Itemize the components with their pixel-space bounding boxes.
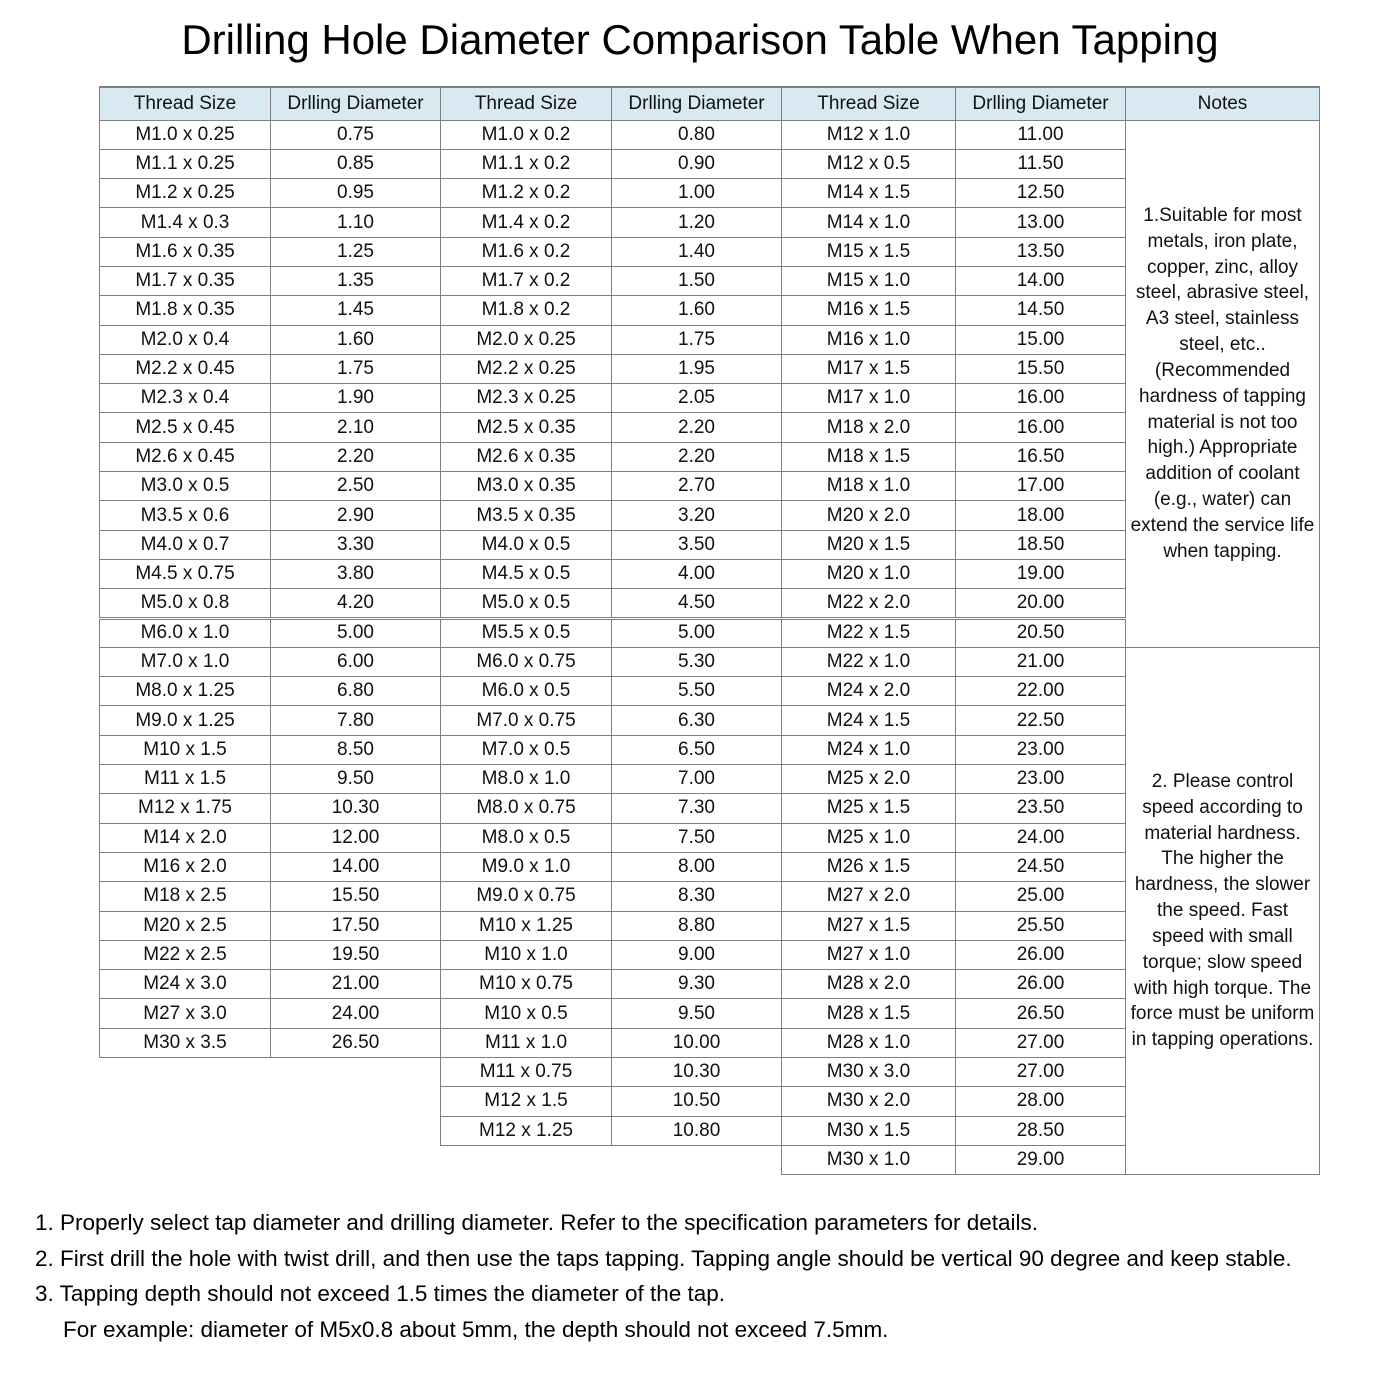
drilling-diameter-cell: 1.90 xyxy=(271,384,441,413)
table-header xyxy=(100,87,1320,120)
thread-size-cell: M15 x 1.0 xyxy=(782,266,956,295)
thread-size-cell: M2.2 x 0.45 xyxy=(100,354,271,383)
thread-size-cell: M12 x 1.75 xyxy=(100,794,271,823)
drilling-diameter-cell: 3.20 xyxy=(612,501,782,530)
drilling-diameter-cell: 5.00 xyxy=(612,618,782,647)
drilling-diameter-cell: 1.75 xyxy=(271,354,441,383)
drilling-diameter-cell: 19.50 xyxy=(271,940,441,969)
drilling-diameter-cell: 1.00 xyxy=(612,179,782,208)
drilling-diameter-cell: 25.00 xyxy=(956,882,1126,911)
thread-size-cell: M8.0 x 0.75 xyxy=(441,794,612,823)
drilling-diameter-cell: 8.50 xyxy=(271,735,441,764)
drilling-diameter-cell: 6.80 xyxy=(271,677,441,706)
thread-size-cell: M11 x 1.0 xyxy=(441,1028,612,1057)
header-drilling-diameter-2: Drlling Diameter xyxy=(612,87,782,120)
table-body xyxy=(100,120,1320,1175)
drilling-diameter-cell: 4.50 xyxy=(612,589,782,618)
thread-size-cell: M27 x 3.0 xyxy=(100,999,271,1028)
thread-size-cell: M5.0 x 0.5 xyxy=(441,589,612,618)
drilling-diameter-cell: 23.00 xyxy=(956,765,1126,794)
thread-size-cell: M3.0 x 0.35 xyxy=(441,472,612,501)
drilling-diameter-cell: 0.75 xyxy=(271,120,441,149)
thread-size-cell: M1.1 x 0.2 xyxy=(441,149,612,178)
thread-size-cell: M8.0 x 1.25 xyxy=(100,677,271,706)
thread-size-cell: M6.0 x 0.5 xyxy=(441,677,612,706)
drilling-diameter-cell: 1.45 xyxy=(271,296,441,325)
drilling-diameter-cell xyxy=(271,1058,441,1087)
thread-size-cell: M2.0 x 0.4 xyxy=(100,325,271,354)
drilling-diameter-cell: 26.00 xyxy=(956,940,1126,969)
footer-note-3: 3. Tapping depth should not exceed 1.5 times the diameter of the tap. xyxy=(35,1281,726,1307)
drilling-diameter-cell: 24.50 xyxy=(956,852,1126,881)
thread-size-cell: M1.6 x 0.2 xyxy=(441,237,612,266)
thread-size-cell: M18 x 1.0 xyxy=(782,472,956,501)
drilling-diameter-cell xyxy=(271,1087,441,1116)
thread-size-cell: M9.0 x 1.25 xyxy=(100,706,271,735)
drilling-diameter-cell: 29.00 xyxy=(956,1145,1126,1174)
drilling-diameter-cell: 1.60 xyxy=(612,296,782,325)
thread-size-cell: M1.6 x 0.35 xyxy=(100,237,271,266)
drilling-diameter-cell: 24.00 xyxy=(271,999,441,1028)
drilling-diameter-cell: 12.00 xyxy=(271,823,441,852)
drilling-diameter-cell: 17.50 xyxy=(271,911,441,940)
thread-size-cell: M1.7 x 0.2 xyxy=(441,266,612,295)
thread-size-cell: M24 x 3.0 xyxy=(100,970,271,999)
thread-size-cell: M16 x 1.5 xyxy=(782,296,956,325)
thread-size-cell xyxy=(441,1145,612,1174)
thread-size-cell: M27 x 2.0 xyxy=(782,882,956,911)
thread-size-cell xyxy=(100,1116,271,1145)
drilling-diameter-cell: 0.95 xyxy=(271,179,441,208)
drilling-diameter-cell: 18.50 xyxy=(956,530,1126,559)
drilling-diameter-cell: 14.50 xyxy=(956,296,1126,325)
thread-size-cell: M14 x 1.5 xyxy=(782,179,956,208)
drilling-diameter-cell: 16.50 xyxy=(956,442,1126,471)
drilling-diameter-cell: 12.50 xyxy=(956,179,1126,208)
thread-size-cell: M24 x 2.0 xyxy=(782,677,956,706)
drilling-diameter-cell: 20.50 xyxy=(956,618,1126,647)
drilling-diameter-cell: 9.30 xyxy=(612,970,782,999)
notes-cell-1: 1.Suitable for most metals, iron plate, copper, zinc, alloy steel, abrasive steel, A3 steel, stainless steel, etc..(Recommended hardness of tapping material is not too high.) Appropriate addition of coolant (e.g., water) can extend the service life when tapping. xyxy=(1126,120,1320,647)
drilling-diameter-cell: 8.80 xyxy=(612,911,782,940)
drilling-diameter-cell: 7.50 xyxy=(612,823,782,852)
drilling-diameter-cell: 6.00 xyxy=(271,647,441,676)
thread-size-cell: M25 x 2.0 xyxy=(782,765,956,794)
drilling-diameter-cell: 2.20 xyxy=(271,442,441,471)
drilling-diameter-cell: 8.30 xyxy=(612,882,782,911)
thread-size-cell xyxy=(100,1145,271,1174)
thread-size-cell: M6.0 x 1.0 xyxy=(100,618,271,647)
thread-size-cell: M20 x 2.0 xyxy=(782,501,956,530)
notes-cell-2: 2. Please control speed according to material hardness. The higher the hardness, the slower the speed. Fast speed with small torque; slow speed with high torque. The force must be uniform in tapping operations. xyxy=(1126,647,1320,1174)
thread-size-cell: M20 x 2.5 xyxy=(100,911,271,940)
drilling-diameter-cell: 5.50 xyxy=(612,677,782,706)
drilling-diameter-cell: 5.00 xyxy=(271,618,441,647)
drilling-diameter-cell xyxy=(612,1145,782,1174)
drilling-diameter-cell: 9.50 xyxy=(271,765,441,794)
thread-size-cell: M9.0 x 1.0 xyxy=(441,852,612,881)
drilling-diameter-cell: 5.30 xyxy=(612,647,782,676)
thread-size-cell: M10 x 1.0 xyxy=(441,940,612,969)
drilling-diameter-cell: 10.30 xyxy=(271,794,441,823)
drilling-diameter-cell: 1.25 xyxy=(271,237,441,266)
drilling-diameter-cell: 2.20 xyxy=(612,413,782,442)
thread-size-cell: M18 x 1.5 xyxy=(782,442,956,471)
tapping-comparison-table xyxy=(99,86,1320,1175)
drilling-diameter-cell: 28.00 xyxy=(956,1087,1126,1116)
thread-size-cell: M12 x 1.5 xyxy=(441,1087,612,1116)
thread-size-cell: M1.7 x 0.35 xyxy=(100,266,271,295)
drilling-diameter-cell: 11.00 xyxy=(956,120,1126,149)
drilling-diameter-cell: 19.00 xyxy=(956,559,1126,588)
drilling-diameter-cell: 9.50 xyxy=(612,999,782,1028)
thread-size-cell: M5.0 x 0.8 xyxy=(100,589,271,618)
thread-size-cell: M27 x 1.5 xyxy=(782,911,956,940)
drilling-diameter-cell: 21.00 xyxy=(271,970,441,999)
drilling-diameter-cell: 7.80 xyxy=(271,706,441,735)
thread-size-cell: M1.4 x 0.2 xyxy=(441,208,612,237)
thread-size-cell: M28 x 2.0 xyxy=(782,970,956,999)
drilling-diameter-cell: 10.80 xyxy=(612,1116,782,1145)
drilling-diameter-cell: 2.20 xyxy=(612,442,782,471)
thread-size-cell: M26 x 1.5 xyxy=(782,852,956,881)
thread-size-cell: M16 x 2.0 xyxy=(100,852,271,881)
drilling-diameter-cell: 17.00 xyxy=(956,472,1126,501)
thread-size-cell xyxy=(100,1058,271,1087)
drilling-diameter-cell: 6.30 xyxy=(612,706,782,735)
drilling-diameter-cell: 23.50 xyxy=(956,794,1126,823)
thread-size-cell: M20 x 1.0 xyxy=(782,559,956,588)
drilling-diameter-cell: 13.00 xyxy=(956,208,1126,237)
drilling-diameter-cell: 28.50 xyxy=(956,1116,1126,1145)
drilling-diameter-cell: 20.00 xyxy=(956,589,1126,618)
thread-size-cell: M1.0 x 0.2 xyxy=(441,120,612,149)
thread-size-cell: M30 x 3.0 xyxy=(782,1058,956,1087)
thread-size-cell: M17 x 1.5 xyxy=(782,354,956,383)
drilling-diameter-cell: 3.30 xyxy=(271,530,441,559)
thread-size-cell: M3.5 x 0.35 xyxy=(441,501,612,530)
thread-size-cell: M2.2 x 0.25 xyxy=(441,354,612,383)
drilling-diameter-cell: 2.05 xyxy=(612,384,782,413)
drilling-diameter-cell: 27.00 xyxy=(956,1058,1126,1087)
thread-size-cell: M2.5 x 0.35 xyxy=(441,413,612,442)
thread-size-cell: M16 x 1.0 xyxy=(782,325,956,354)
thread-size-cell: M24 x 1.5 xyxy=(782,706,956,735)
drilling-diameter-cell: 24.00 xyxy=(956,823,1126,852)
header-thread-size-1: Thread Size xyxy=(100,87,271,120)
thread-size-cell: M24 x 1.0 xyxy=(782,735,956,764)
thread-size-cell: M9.0 x 0.75 xyxy=(441,882,612,911)
drilling-diameter-cell: 2.90 xyxy=(271,501,441,530)
drilling-diameter-cell: 26.50 xyxy=(271,1028,441,1057)
drilling-diameter-cell: 6.50 xyxy=(612,735,782,764)
drilling-diameter-cell: 21.00 xyxy=(956,647,1126,676)
thread-size-cell: M22 x 2.5 xyxy=(100,940,271,969)
thread-size-cell: M11 x 1.5 xyxy=(100,765,271,794)
drilling-diameter-cell: 26.00 xyxy=(956,970,1126,999)
drilling-diameter-cell: 16.00 xyxy=(956,384,1126,413)
thread-size-cell: M11 x 0.75 xyxy=(441,1058,612,1087)
footer-notes xyxy=(35,1205,1400,1347)
drilling-diameter-cell: 8.00 xyxy=(612,852,782,881)
thread-size-cell: M2.5 x 0.45 xyxy=(100,413,271,442)
thread-size-cell xyxy=(100,1087,271,1116)
thread-size-cell: M28 x 1.5 xyxy=(782,999,956,1028)
drilling-diameter-cell: 1.60 xyxy=(271,325,441,354)
thread-size-cell: M25 x 1.0 xyxy=(782,823,956,852)
thread-size-cell: M1.2 x 0.25 xyxy=(100,179,271,208)
footer-note-2: 2. First drill the hole with twist drill, and then use the taps tapping. Tapping angle should be vertical 90 degree and keep stable. xyxy=(35,1245,1292,1271)
thread-size-cell: M12 x 0.5 xyxy=(782,149,956,178)
thread-size-cell: M18 x 2.0 xyxy=(782,413,956,442)
drilling-diameter-cell: 11.50 xyxy=(956,149,1126,178)
drilling-diameter-cell: 4.20 xyxy=(271,589,441,618)
thread-size-cell: M4.0 x 0.7 xyxy=(100,530,271,559)
thread-size-cell: M30 x 1.0 xyxy=(782,1145,956,1174)
drilling-diameter-cell: 0.85 xyxy=(271,149,441,178)
thread-size-cell: M22 x 1.0 xyxy=(782,647,956,676)
drilling-diameter-cell: 16.00 xyxy=(956,413,1126,442)
drilling-diameter-cell: 1.50 xyxy=(612,266,782,295)
header-drilling-diameter-1: Drlling Diameter xyxy=(271,87,441,120)
thread-size-cell: M1.8 x 0.35 xyxy=(100,296,271,325)
footer-note-1: 1. Properly select tap diameter and drilling diameter. Refer to the specification parameters for details. xyxy=(35,1210,1038,1236)
thread-size-cell: M30 x 2.0 xyxy=(782,1087,956,1116)
thread-size-cell: M14 x 2.0 xyxy=(100,823,271,852)
thread-size-cell: M28 x 1.0 xyxy=(782,1028,956,1057)
drilling-diameter-cell: 10.30 xyxy=(612,1058,782,1087)
thread-size-cell: M2.6 x 0.45 xyxy=(100,442,271,471)
thread-size-cell: M22 x 1.5 xyxy=(782,618,956,647)
drilling-diameter-cell: 3.80 xyxy=(271,559,441,588)
thread-size-cell: M7.0 x 1.0 xyxy=(100,647,271,676)
thread-size-cell: M7.0 x 0.75 xyxy=(441,706,612,735)
page-title: Drilling Hole Diameter Comparison Table When Tapping xyxy=(181,16,1219,63)
thread-size-cell: M2.3 x 0.25 xyxy=(441,384,612,413)
thread-size-cell: M12 x 1.25 xyxy=(441,1116,612,1145)
header-thread-size-3: Thread Size xyxy=(782,87,956,120)
drilling-diameter-cell xyxy=(271,1145,441,1174)
thread-size-cell: M1.1 x 0.25 xyxy=(100,149,271,178)
drilling-diameter-cell: 0.80 xyxy=(612,120,782,149)
drilling-diameter-cell: 23.00 xyxy=(956,735,1126,764)
thread-size-cell: M10 x 1.25 xyxy=(441,911,612,940)
thread-size-cell: M30 x 1.5 xyxy=(782,1116,956,1145)
thread-size-cell: M15 x 1.5 xyxy=(782,237,956,266)
drilling-diameter-cell: 26.50 xyxy=(956,999,1126,1028)
drilling-diameter-cell xyxy=(271,1116,441,1145)
thread-size-cell: M5.5 x 0.5 xyxy=(441,618,612,647)
thread-size-cell: M1.8 x 0.2 xyxy=(441,296,612,325)
drilling-diameter-cell: 22.50 xyxy=(956,706,1126,735)
drilling-diameter-cell: 0.90 xyxy=(612,149,782,178)
drilling-diameter-cell: 9.00 xyxy=(612,940,782,969)
drilling-diameter-cell: 14.00 xyxy=(956,266,1126,295)
drilling-diameter-cell: 22.00 xyxy=(956,677,1126,706)
thread-size-cell: M3.0 x 0.5 xyxy=(100,472,271,501)
thread-size-cell: M7.0 x 0.5 xyxy=(441,735,612,764)
thread-size-cell: M6.0 x 0.75 xyxy=(441,647,612,676)
table-row xyxy=(100,120,1320,149)
thread-size-cell: M2.6 x 0.35 xyxy=(441,442,612,471)
thread-size-cell: M25 x 1.5 xyxy=(782,794,956,823)
drilling-diameter-cell: 13.50 xyxy=(956,237,1126,266)
thread-size-cell: M4.0 x 0.5 xyxy=(441,530,612,559)
drilling-diameter-cell: 14.00 xyxy=(271,852,441,881)
header-notes: Notes xyxy=(1126,87,1320,120)
thread-size-cell: M1.0 x 0.25 xyxy=(100,120,271,149)
thread-size-cell: M2.3 x 0.4 xyxy=(100,384,271,413)
thread-size-cell: M20 x 1.5 xyxy=(782,530,956,559)
drilling-diameter-cell: 7.30 xyxy=(612,794,782,823)
drilling-diameter-cell: 10.50 xyxy=(612,1087,782,1116)
thread-size-cell: M8.0 x 1.0 xyxy=(441,765,612,794)
drilling-diameter-cell: 15.50 xyxy=(956,354,1126,383)
drilling-diameter-cell: 1.95 xyxy=(612,354,782,383)
thread-size-cell: M2.0 x 0.25 xyxy=(441,325,612,354)
header-row xyxy=(100,87,1320,120)
drilling-diameter-cell: 15.50 xyxy=(271,882,441,911)
drilling-diameter-cell: 1.20 xyxy=(612,208,782,237)
thread-size-cell: M27 x 1.0 xyxy=(782,940,956,969)
footer-note-example: For example: diameter of M5x0.8 about 5mm, the depth should not exceed 7.5mm. xyxy=(63,1316,889,1342)
drilling-diameter-cell: 27.00 xyxy=(956,1028,1126,1057)
thread-size-cell: M10 x 1.5 xyxy=(100,735,271,764)
thread-size-cell: M8.0 x 0.5 xyxy=(441,823,612,852)
thread-size-cell: M10 x 0.5 xyxy=(441,999,612,1028)
header-thread-size-2: Thread Size xyxy=(441,87,612,120)
thread-size-cell: M30 x 3.5 xyxy=(100,1028,271,1057)
thread-size-cell: M3.5 x 0.6 xyxy=(100,501,271,530)
thread-size-cell: M10 x 0.75 xyxy=(441,970,612,999)
thread-size-cell: M1.2 x 0.2 xyxy=(441,179,612,208)
drilling-diameter-cell: 3.50 xyxy=(612,530,782,559)
drilling-diameter-cell: 2.50 xyxy=(271,472,441,501)
drilling-diameter-cell: 2.70 xyxy=(612,472,782,501)
drilling-diameter-cell: 18.00 xyxy=(956,501,1126,530)
thread-size-cell: M22 x 2.0 xyxy=(782,589,956,618)
drilling-diameter-cell: 2.10 xyxy=(271,413,441,442)
thread-size-cell: M17 x 1.0 xyxy=(782,384,956,413)
drilling-diameter-cell: 1.10 xyxy=(271,208,441,237)
thread-size-cell: M4.5 x 0.5 xyxy=(441,559,612,588)
thread-size-cell: M14 x 1.0 xyxy=(782,208,956,237)
drilling-diameter-cell: 25.50 xyxy=(956,911,1126,940)
drilling-diameter-cell: 7.00 xyxy=(612,765,782,794)
drilling-diameter-cell: 4.00 xyxy=(612,559,782,588)
thread-size-cell: M1.4 x 0.3 xyxy=(100,208,271,237)
drilling-diameter-cell: 1.35 xyxy=(271,266,441,295)
drilling-diameter-cell: 1.75 xyxy=(612,325,782,354)
thread-size-cell: M4.5 x 0.75 xyxy=(100,559,271,588)
thread-size-cell: M12 x 1.0 xyxy=(782,120,956,149)
drilling-diameter-cell: 10.00 xyxy=(612,1028,782,1057)
drilling-diameter-cell: 1.40 xyxy=(612,237,782,266)
table-row xyxy=(100,647,1320,676)
thread-size-cell: M18 x 2.5 xyxy=(100,882,271,911)
header-drilling-diameter-3: Drlling Diameter xyxy=(956,87,1126,120)
drilling-diameter-cell: 15.00 xyxy=(956,325,1126,354)
